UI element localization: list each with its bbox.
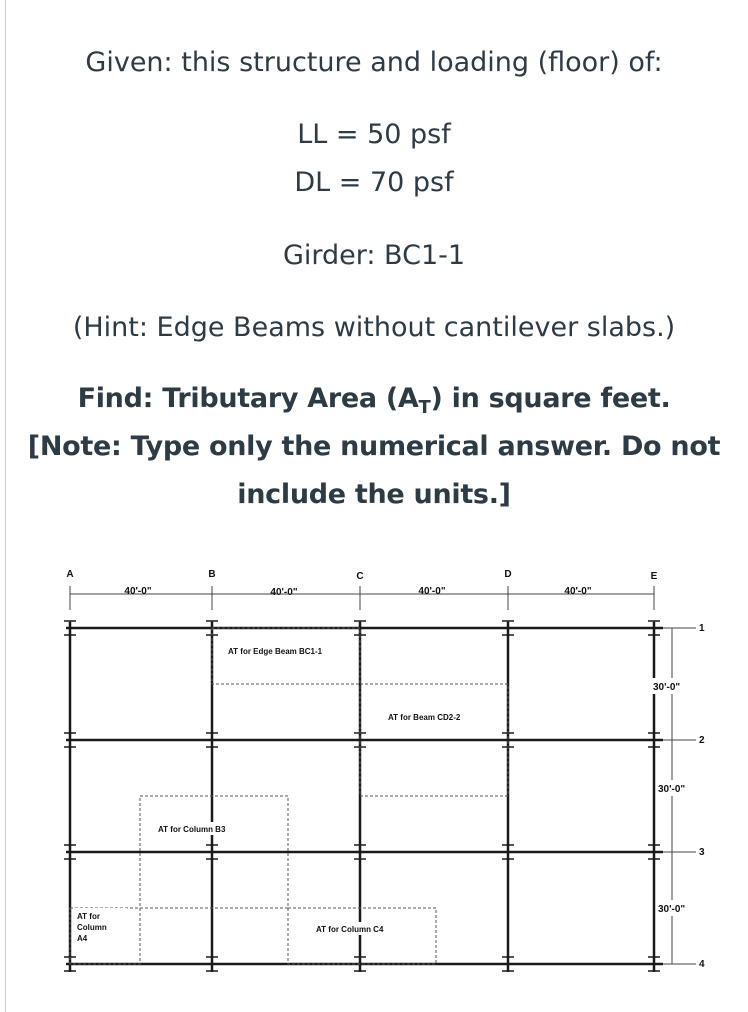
row-line-4: 4 [699,959,705,970]
row-line-1: 1 [699,623,705,634]
live-load-text: LL = 50 psf [297,119,451,150]
find-suffix: ) in square feet. [430,383,671,414]
girder-text: Girder: BC1-1 [282,240,466,271]
beam-cd-area-label: AT for Beam CD2-2 [388,713,461,722]
column-a4-label-line3: A4 [77,934,88,943]
row-line-3: 3 [699,847,705,858]
column-c4-area-outline [288,908,436,964]
edge-beam-area-label: AT for Edge Beam BC1-1 [228,647,323,656]
tributary-areas [70,628,508,964]
column-a4-label-line1: AT for [77,912,100,921]
column-b3-area-label: AT for Column B3 [158,825,226,834]
given-text: Given: this structure and loading (floor) of: [85,47,663,78]
bay-width-ab: 40'-0" [124,586,152,597]
bay-width-bc: 40'-0" [270,587,298,598]
column-line-c: C [356,571,364,582]
hint-text: (Hint: Edge Beams without cantilever slabs.) [72,312,676,343]
bay-depth-23: 30'-0" [658,784,686,795]
note-line-1: [Note: Type only the numerical answer. Do not [27,431,721,462]
column-a4-label-line2: Column [77,923,107,932]
bay-depth-12: 30'-0" [653,682,681,693]
column-line-d: D [504,569,512,580]
bay-width-cd: 40'-0" [418,586,446,597]
bay-depth-34: 30'-0" [658,904,686,915]
column-c4-area-label: AT for Column C4 [316,925,384,934]
find-prefix: Find: Tributary Area (A [77,383,419,414]
find-text [0,382,748,425]
row-line-2: 2 [699,735,705,746]
column-line-b: B [208,569,216,580]
column-line-e: E [650,571,658,582]
find-subscript: T [418,397,431,418]
note-line-2: include the units.] [237,479,511,510]
bay-width-de: 40'-0" [564,586,592,597]
floor-plan-diagram [48,560,718,1000]
girders [70,622,654,972]
column-line-a: A [66,569,74,580]
dead-load-text: DL = 70 psf [294,167,454,198]
